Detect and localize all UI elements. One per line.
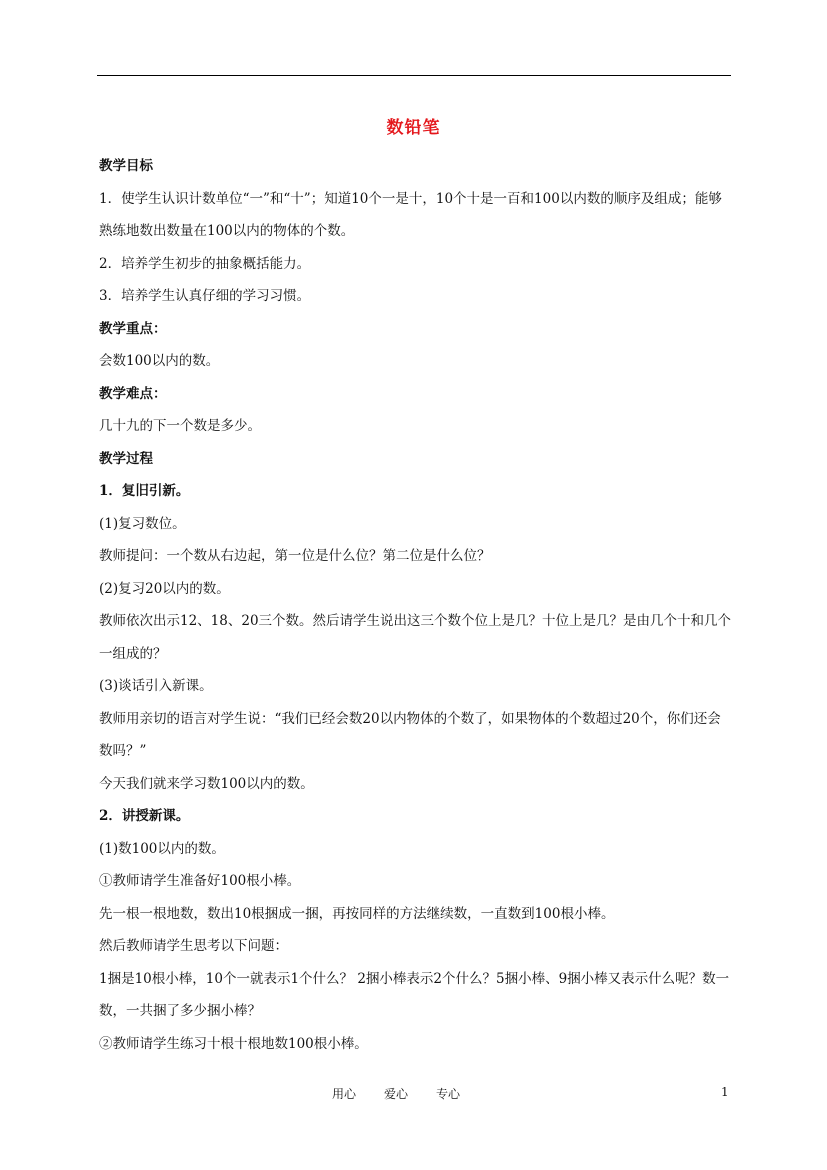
heading-objectives: 教学目标	[99, 158, 153, 174]
paragraph: 1捆是10根小棒，10个一就表示1个什么？ 2捆小棒表示2个什么？5捆小棒、9捆小棒又表示什么呢？数一数，一共捆了多少捆小棒？	[99, 970, 730, 1019]
paragraph: 先一根一根地数，数出10根捆成一捆，再按同样的方法继续数，一直数到100根小棒。	[99, 905, 615, 922]
section-1-heading: 1．复旧引新。	[99, 483, 190, 499]
document-body	[99, 150, 733, 1060]
footer-motto: 用心	[332, 1087, 357, 1101]
document-title: 数铅笔	[386, 118, 441, 138]
footer-motto: 爱心	[384, 1087, 409, 1101]
heading-difficulty: 教学难点：	[99, 385, 167, 402]
key-point-text: 会数100以内的数。	[99, 353, 220, 369]
header-rule	[97, 75, 731, 76]
objective-1: 1．使学生认识计数单位“一”和“十”；知道10个一是十，10个十是一百和100以内数的顺序及组成；能够熟练地数出数量在100以内的物体的个数。	[99, 190, 722, 239]
paragraph: 今天我们就来学习数100以内的数。	[99, 775, 314, 792]
footer-mottos	[332, 1085, 460, 1102]
paragraph: 教师用亲切的语言对学生说：“我们已经会数20以内物体的个数了，如果物体的个数超过20个，你们还会数吗？”	[99, 710, 721, 759]
paragraph: 教师依次出示12、18、20三个数。然后请学生说出这三个数个位上是几？十位上是几？是由几个十和几个一组成的？	[99, 613, 732, 662]
heading-process: 教学过程	[99, 450, 153, 467]
page-footer	[0, 1085, 827, 1105]
paragraph: ②教师请学生练习十根十根地数100根小棒。	[99, 1035, 368, 1052]
heading-key-points: 教学重点：	[99, 320, 167, 337]
section-2-heading: 2．讲授新课。	[99, 808, 190, 824]
paragraph: 教师提问：一个数从右边起，第一位是什么位？第二位是什么位？	[99, 548, 491, 564]
objective-3: 3．培养学生认真仔细的学习习惯。	[99, 288, 311, 304]
paragraph: (2)复习20以内的数。	[99, 580, 230, 597]
paragraph: (1)数100以内的数。	[99, 840, 225, 857]
paragraph: (3)谈话引入新课。	[99, 678, 213, 694]
objective-2: 2．培养学生初步的抽象概括能力。	[99, 255, 311, 272]
page-number: 1	[721, 1085, 729, 1099]
difficulty-text: 几十九的下一个数是多少。	[99, 418, 261, 434]
paragraph: (1)复习数位。	[99, 515, 186, 532]
paragraph: ①教师请学生准备好100根小棒。	[99, 873, 301, 889]
paragraph: 然后教师请学生思考以下问题：	[99, 938, 288, 954]
footer-motto: 专心	[436, 1087, 461, 1101]
